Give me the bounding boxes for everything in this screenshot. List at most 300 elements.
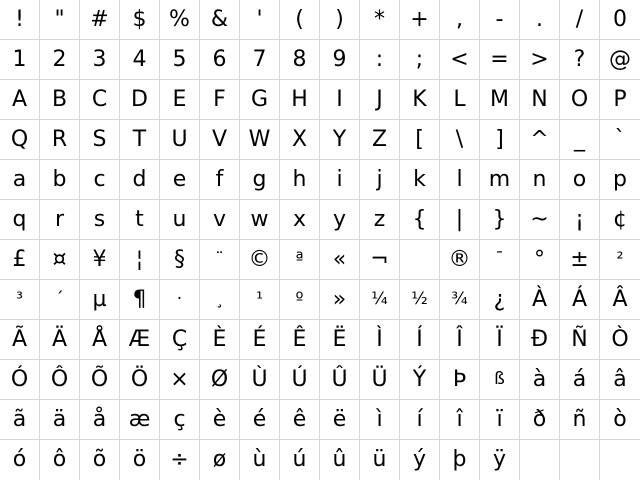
glyph-character: ±	[570, 246, 589, 272]
glyph-cell[interactable]	[160, 0, 200, 40]
glyph-cell[interactable]	[240, 0, 280, 40]
glyph-cell[interactable]	[200, 160, 240, 200]
glyph-character: O	[570, 86, 589, 112]
glyph-character: ;	[415, 46, 424, 72]
glyph-character: X	[291, 126, 308, 152]
glyph-character: W	[248, 126, 271, 152]
glyph-cell[interactable]	[160, 160, 200, 200]
glyph-cell[interactable]	[400, 240, 440, 280]
glyph-character: ~	[530, 206, 549, 232]
glyph-cell[interactable]	[600, 360, 640, 400]
glyph-cell[interactable]	[600, 240, 640, 280]
glyph-cell[interactable]	[560, 400, 600, 440]
glyph-cell[interactable]	[400, 440, 440, 480]
glyph-cell[interactable]	[240, 160, 280, 200]
glyph-cell[interactable]	[400, 280, 440, 320]
glyph-cell[interactable]	[440, 360, 480, 400]
glyph-character: b	[52, 166, 67, 192]
glyph-cell[interactable]	[40, 360, 80, 400]
glyph-cell[interactable]	[200, 80, 240, 120]
glyph-character: ¨	[215, 249, 224, 269]
glyph-cell[interactable]	[560, 360, 600, 400]
glyph-cell[interactable]	[200, 360, 240, 400]
glyph-character: H	[291, 86, 308, 112]
glyph-cell[interactable]	[0, 240, 40, 280]
glyph-cell[interactable]	[440, 320, 480, 360]
glyph-character: r	[54, 206, 65, 232]
glyph-cell[interactable]	[120, 200, 160, 240]
glyph-character: x	[292, 206, 307, 232]
glyph-character: :	[375, 46, 384, 72]
glyph-character: }	[492, 206, 507, 232]
glyph-character: d	[132, 166, 147, 192]
glyph-character: V	[211, 126, 228, 152]
glyph-cell[interactable]	[400, 0, 440, 40]
glyph-cell[interactable]	[80, 120, 120, 160]
glyph-cell[interactable]	[320, 80, 360, 120]
glyph-cell[interactable]	[440, 240, 480, 280]
glyph-cell[interactable]	[280, 120, 320, 160]
glyph-character: ?	[573, 46, 586, 72]
glyph-character: »	[332, 286, 347, 312]
glyph-character: n	[532, 166, 547, 192]
glyph-cell[interactable]	[480, 280, 520, 320]
glyph-character: º	[295, 289, 304, 309]
glyph-cell[interactable]	[480, 160, 520, 200]
glyph-cell[interactable]	[480, 320, 520, 360]
glyph-cell[interactable]	[80, 360, 120, 400]
glyph-cell[interactable]	[0, 400, 40, 440]
glyph-cell[interactable]	[360, 160, 400, 200]
glyph-character: +	[410, 6, 429, 32]
glyph-cell[interactable]	[120, 0, 160, 40]
glyph-character: ´	[55, 289, 64, 309]
glyph-cell[interactable]	[240, 200, 280, 240]
glyph-cell[interactable]	[200, 320, 240, 360]
glyph-character: .	[536, 6, 543, 32]
glyph-cell[interactable]	[400, 360, 440, 400]
glyph-character: ø	[212, 447, 227, 472]
glyph-cell[interactable]	[240, 400, 280, 440]
glyph-cell[interactable]	[560, 200, 600, 240]
glyph-character: ^	[530, 126, 549, 152]
glyph-cell[interactable]	[480, 200, 520, 240]
glyph-cell[interactable]	[200, 240, 240, 280]
glyph-cell[interactable]	[400, 200, 440, 240]
glyph-character: \	[455, 126, 464, 152]
glyph-character: ¶	[132, 286, 147, 312]
glyph-character: G	[250, 86, 269, 112]
glyph-cell[interactable]	[440, 160, 480, 200]
glyph-cell[interactable]	[40, 400, 80, 440]
glyph-cell[interactable]	[40, 240, 80, 280]
glyph-character: m	[488, 166, 511, 192]
glyph-cell[interactable]	[120, 400, 160, 440]
glyph-cell[interactable]	[400, 80, 440, 120]
glyph-cell[interactable]	[0, 360, 40, 400]
glyph-cell[interactable]	[200, 200, 240, 240]
glyph-cell[interactable]	[160, 280, 200, 320]
glyph-cell[interactable]	[120, 240, 160, 280]
glyph-cell[interactable]	[120, 360, 160, 400]
glyph-cell[interactable]	[160, 40, 200, 80]
glyph-cell[interactable]	[280, 240, 320, 280]
glyph-character: ½	[411, 289, 428, 309]
glyph-character: U	[171, 126, 188, 152]
glyph-character: Ö	[130, 366, 149, 392]
glyph-cell[interactable]	[560, 160, 600, 200]
glyph-cell[interactable]	[600, 0, 640, 40]
glyph-cell[interactable]	[120, 80, 160, 120]
glyph-character: ¬	[370, 246, 389, 272]
glyph-character: p	[613, 166, 627, 192]
glyph-character: c	[93, 166, 106, 192]
glyph-cell[interactable]	[240, 80, 280, 120]
glyph-cell[interactable]	[280, 360, 320, 400]
glyph-character: u	[172, 206, 187, 232]
glyph-character: ®	[448, 246, 471, 272]
glyph-cell[interactable]	[0, 200, 40, 240]
glyph-cell[interactable]	[120, 320, 160, 360]
glyph-cell[interactable]	[0, 40, 40, 80]
glyph-character: `	[614, 126, 626, 152]
glyph-cell[interactable]	[360, 360, 400, 400]
glyph-cell[interactable]	[600, 160, 640, 200]
glyph-character: Õ	[90, 366, 109, 392]
glyph-character: 8	[292, 46, 307, 72]
glyph-cell[interactable]	[520, 360, 560, 400]
glyph-cell[interactable]	[200, 440, 240, 480]
glyph-character: ò	[613, 406, 627, 432]
glyph-character: %	[169, 6, 190, 32]
glyph-cell[interactable]	[520, 440, 560, 480]
glyph-cell[interactable]	[40, 440, 80, 480]
glyph-cell[interactable]	[400, 40, 440, 80]
glyph-cell[interactable]	[80, 200, 120, 240]
glyph-cell[interactable]	[40, 80, 80, 120]
glyph-cell[interactable]	[360, 0, 400, 40]
glyph-cell[interactable]	[240, 440, 280, 480]
glyph-cell[interactable]	[320, 320, 360, 360]
glyph-cell[interactable]	[320, 0, 360, 40]
glyph-cell[interactable]	[440, 440, 480, 480]
glyph-cell[interactable]	[440, 80, 480, 120]
glyph-cell[interactable]	[520, 280, 560, 320]
glyph-cell[interactable]	[560, 280, 600, 320]
glyph-character: 9	[332, 46, 347, 72]
glyph-character: B	[51, 86, 68, 112]
glyph-cell[interactable]	[440, 280, 480, 320]
glyph-character: K	[412, 86, 427, 112]
glyph-cell[interactable]	[400, 320, 440, 360]
glyph-cell[interactable]	[80, 40, 120, 80]
glyph-cell[interactable]	[320, 280, 360, 320]
glyph-character: §	[174, 246, 185, 272]
glyph-cell[interactable]	[40, 280, 80, 320]
glyph-cell[interactable]	[320, 240, 360, 280]
glyph-cell[interactable]	[600, 320, 640, 360]
glyph-character: ç	[173, 406, 186, 432]
glyph-cell[interactable]	[40, 320, 80, 360]
glyph-cell[interactable]	[240, 320, 280, 360]
glyph-cell[interactable]	[440, 0, 480, 40]
glyph-cell[interactable]	[440, 120, 480, 160]
glyph-cell[interactable]	[0, 160, 40, 200]
glyph-character: ý	[412, 447, 427, 472]
glyph-cell[interactable]	[280, 280, 320, 320]
glyph-cell[interactable]	[400, 160, 440, 200]
glyph-character: -	[495, 6, 504, 32]
glyph-cell[interactable]	[440, 400, 480, 440]
glyph-character: Ü	[371, 366, 388, 392]
glyph-cell[interactable]	[440, 200, 480, 240]
glyph-cell[interactable]	[240, 120, 280, 160]
glyph-cell[interactable]	[480, 0, 520, 40]
glyph-character: h	[292, 166, 307, 192]
glyph-cell[interactable]	[320, 160, 360, 200]
glyph-character: µ	[92, 286, 107, 312]
glyph-cell[interactable]	[120, 120, 160, 160]
glyph-cell[interactable]	[80, 320, 120, 360]
glyph-cell[interactable]	[560, 40, 600, 80]
glyph-character: ÷	[170, 447, 189, 472]
glyph-cell[interactable]	[600, 120, 640, 160]
glyph-cell[interactable]	[240, 40, 280, 80]
glyph-cell[interactable]	[520, 120, 560, 160]
glyph-cell[interactable]	[160, 240, 200, 280]
glyph-character: û	[332, 447, 347, 472]
glyph-character: '	[256, 6, 263, 32]
glyph-cell[interactable]	[40, 160, 80, 200]
glyph-cell[interactable]	[560, 440, 600, 480]
glyph-character: Ð	[530, 326, 549, 352]
glyph-cell[interactable]	[360, 120, 400, 160]
glyph-character: Y	[332, 126, 347, 152]
glyph-cell[interactable]	[480, 360, 520, 400]
glyph-character: F	[213, 86, 226, 112]
glyph-cell[interactable]	[40, 40, 80, 80]
glyph-character: D	[131, 86, 148, 112]
glyph-cell[interactable]	[240, 360, 280, 400]
glyph-cell[interactable]	[520, 160, 560, 200]
glyph-cell[interactable]	[0, 280, 40, 320]
glyph-character: o	[572, 166, 587, 192]
glyph-cell[interactable]	[360, 400, 400, 440]
glyph-character: Z	[371, 126, 388, 152]
glyph-cell[interactable]	[40, 0, 80, 40]
glyph-cell[interactable]	[600, 200, 640, 240]
glyph-cell[interactable]	[560, 120, 600, 160]
glyph-cell[interactable]	[560, 80, 600, 120]
glyph-character: æ	[128, 406, 151, 432]
glyph-character: ô	[52, 447, 67, 472]
glyph-cell[interactable]	[160, 400, 200, 440]
glyph-cell[interactable]	[160, 200, 200, 240]
glyph-character: Ä	[51, 326, 68, 352]
glyph-cell[interactable]	[80, 160, 120, 200]
glyph-cell[interactable]	[320, 400, 360, 440]
glyph-cell[interactable]	[240, 240, 280, 280]
glyph-character: v	[212, 206, 227, 232]
glyph-cell[interactable]	[200, 40, 240, 80]
glyph-cell[interactable]	[360, 80, 400, 120]
glyph-cell[interactable]	[360, 40, 400, 80]
glyph-cell[interactable]	[280, 320, 320, 360]
glyph-cell[interactable]	[200, 400, 240, 440]
glyph-cell[interactable]	[0, 320, 40, 360]
glyph-cell[interactable]	[520, 320, 560, 360]
glyph-character: 2	[52, 46, 67, 72]
glyph-cell[interactable]	[600, 40, 640, 80]
glyph-character: N	[531, 86, 548, 112]
glyph-cell[interactable]	[360, 200, 400, 240]
glyph-character: P	[613, 86, 627, 112]
glyph-character: Ú	[291, 366, 308, 392]
glyph-character: y	[332, 206, 347, 232]
glyph-character: 4	[132, 46, 147, 72]
glyph-cell[interactable]	[600, 80, 640, 120]
glyph-cell[interactable]	[200, 0, 240, 40]
glyph-cell[interactable]	[520, 80, 560, 120]
glyph-character: á	[572, 366, 587, 392]
glyph-cell[interactable]	[520, 400, 560, 440]
glyph-character: 3	[92, 46, 107, 72]
glyph-cell[interactable]	[120, 440, 160, 480]
glyph-cell[interactable]	[320, 360, 360, 400]
glyph-cell[interactable]	[0, 0, 40, 40]
glyph-cell[interactable]	[160, 80, 200, 120]
glyph-character: e	[172, 166, 187, 192]
glyph-character: Æ	[128, 326, 151, 352]
glyph-cell[interactable]	[320, 200, 360, 240]
glyph-character: _	[574, 126, 585, 152]
glyph-cell[interactable]	[160, 320, 200, 360]
glyph-cell[interactable]	[600, 400, 640, 440]
glyph-cell[interactable]	[120, 160, 160, 200]
glyph-cell[interactable]	[160, 120, 200, 160]
glyph-character: ë	[332, 406, 347, 432]
glyph-cell[interactable]	[120, 40, 160, 80]
glyph-character: Ó	[10, 366, 29, 392]
glyph-character: (	[295, 6, 304, 32]
glyph-character: Ç	[171, 326, 188, 352]
glyph-cell[interactable]	[480, 400, 520, 440]
glyph-character: Ï	[496, 326, 503, 352]
glyph-cell[interactable]	[80, 280, 120, 320]
glyph-character: ù	[252, 447, 267, 472]
glyph-cell[interactable]	[440, 40, 480, 80]
glyph-cell[interactable]	[320, 120, 360, 160]
glyph-character: j	[376, 166, 383, 192]
glyph-character: Í	[416, 326, 423, 352]
glyph-cell[interactable]	[360, 320, 400, 360]
glyph-cell[interactable]	[160, 440, 200, 480]
glyph-character: Ì	[376, 326, 383, 352]
glyph-character: å	[92, 406, 107, 432]
glyph-cell[interactable]	[0, 80, 40, 120]
glyph-cell[interactable]	[80, 240, 120, 280]
glyph-character: à	[532, 366, 547, 392]
glyph-cell[interactable]	[200, 280, 240, 320]
glyph-cell[interactable]	[40, 120, 80, 160]
glyph-cell[interactable]	[360, 280, 400, 320]
glyph-character: a	[12, 166, 27, 192]
glyph-character: @	[609, 46, 631, 72]
glyph-cell[interactable]	[280, 40, 320, 80]
glyph-cell[interactable]	[280, 400, 320, 440]
glyph-cell[interactable]	[80, 440, 120, 480]
glyph-cell[interactable]	[320, 440, 360, 480]
glyph-character: $	[132, 6, 147, 32]
glyph-cell[interactable]	[520, 40, 560, 80]
glyph-cell[interactable]	[400, 400, 440, 440]
glyph-cell[interactable]	[80, 400, 120, 440]
glyph-character: ÿ	[492, 447, 507, 472]
glyph-cell[interactable]	[280, 160, 320, 200]
glyph-character: ¼	[371, 289, 388, 309]
glyph-cell[interactable]	[280, 0, 320, 40]
glyph-cell[interactable]	[280, 200, 320, 240]
glyph-cell[interactable]	[560, 240, 600, 280]
glyph-character: ú	[292, 447, 307, 472]
glyph-cell[interactable]	[520, 240, 560, 280]
glyph-character: þ	[452, 447, 467, 472]
glyph-cell[interactable]	[480, 240, 520, 280]
glyph-character: ö	[132, 447, 147, 472]
glyph-cell[interactable]	[600, 440, 640, 480]
glyph-cell[interactable]	[480, 40, 520, 80]
glyph-cell[interactable]	[400, 120, 440, 160]
glyph-character: õ	[92, 447, 107, 472]
glyph-cell[interactable]	[0, 120, 40, 160]
glyph-character: {	[412, 206, 427, 232]
glyph-character: f	[215, 166, 224, 192]
glyph-cell[interactable]	[120, 280, 160, 320]
glyph-cell[interactable]	[560, 320, 600, 360]
glyph-cell[interactable]	[0, 440, 40, 480]
glyph-character: ¾	[451, 289, 468, 309]
glyph-cell[interactable]	[40, 200, 80, 240]
glyph-cell[interactable]	[80, 0, 120, 40]
glyph-cell[interactable]	[280, 80, 320, 120]
glyph-cell[interactable]	[360, 440, 400, 480]
glyph-character: J	[376, 86, 383, 112]
glyph-character: 6	[212, 46, 227, 72]
glyph-cell[interactable]	[360, 240, 400, 280]
glyph-cell[interactable]	[600, 280, 640, 320]
glyph-character: ¡	[575, 206, 584, 232]
glyph-cell[interactable]	[480, 440, 520, 480]
glyph-cell[interactable]	[280, 440, 320, 480]
glyph-character: ×	[170, 366, 189, 392]
glyph-cell[interactable]	[560, 0, 600, 40]
glyph-cell[interactable]	[520, 200, 560, 240]
glyph-character: >	[530, 46, 549, 72]
glyph-character: |	[455, 206, 464, 232]
glyph-cell[interactable]	[520, 0, 560, 40]
glyph-cell[interactable]	[480, 120, 520, 160]
glyph-cell[interactable]	[80, 80, 120, 120]
glyph-character: ¢	[613, 206, 627, 232]
glyph-cell[interactable]	[320, 40, 360, 80]
glyph-character: ¸	[215, 289, 224, 309]
glyph-character: ¿	[493, 286, 506, 312]
glyph-cell[interactable]	[240, 280, 280, 320]
glyph-cell[interactable]	[200, 120, 240, 160]
glyph-cell[interactable]	[480, 80, 520, 120]
glyph-character: Ô	[50, 366, 69, 392]
glyph-cell[interactable]	[160, 360, 200, 400]
